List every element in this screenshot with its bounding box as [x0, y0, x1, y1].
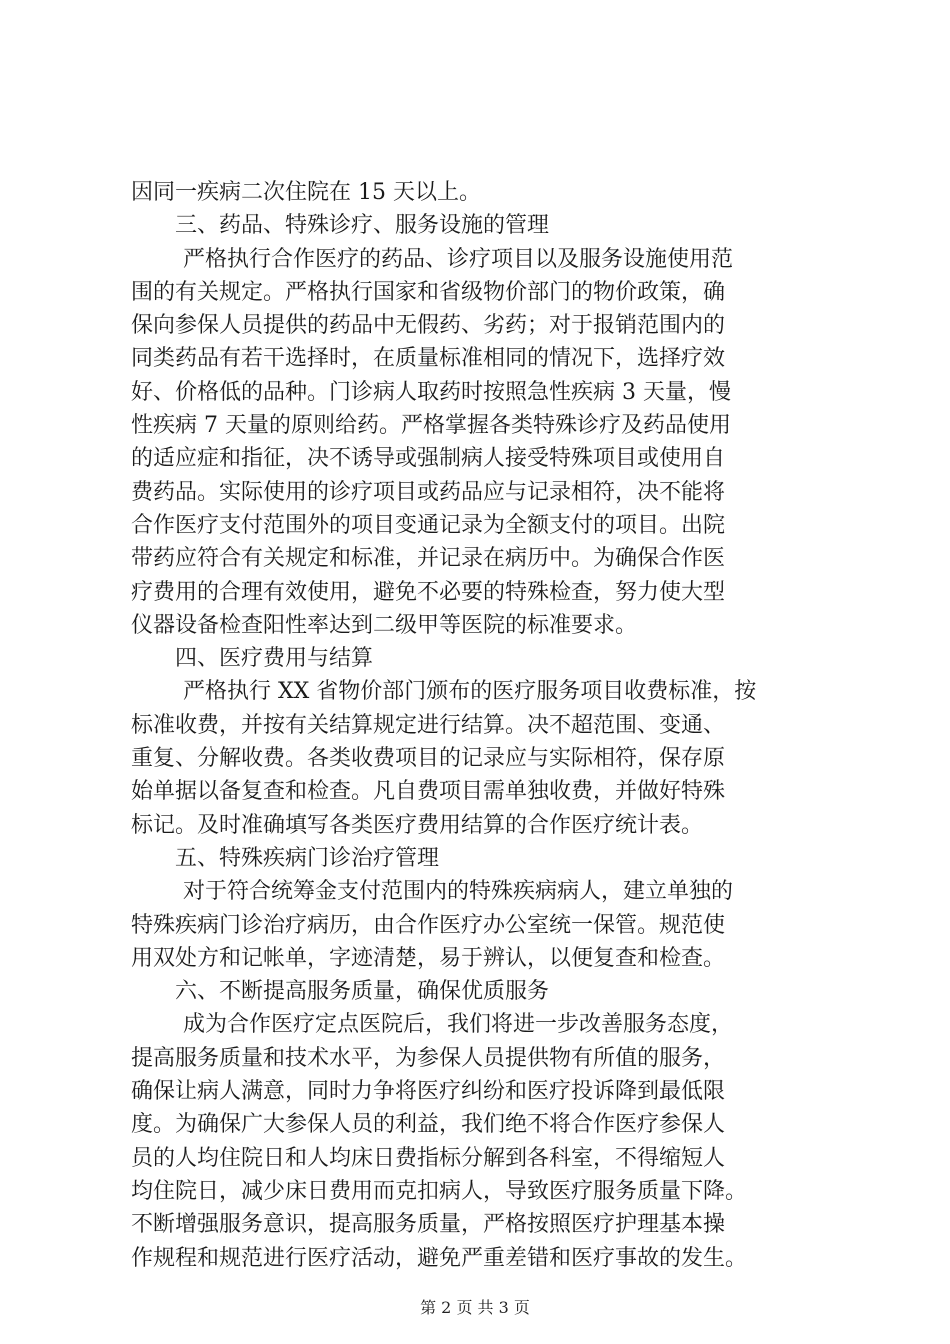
paragraph-line: 对于符合统筹金支付范围内的特殊疾病病人，建立单独的	[183, 879, 734, 905]
paragraph-line: 保向参保人员提供的药品中无假药、劣药；对于报销范围内的	[131, 313, 726, 339]
paragraph-line: 疗费用的合理有效使用，避免不必要的特殊检查，努力使大型	[131, 579, 726, 605]
paragraph-line: 特殊疾病门诊治疗病历，由合作医疗办公室统一保管。规范使	[131, 912, 726, 938]
paragraph-line: 成为合作医疗定点医院后，我们将进一步改善服务态度，	[183, 1012, 734, 1038]
paragraph-line: 标准收费，并按有关结算规定进行结算。决不超范围、变通、	[131, 712, 726, 738]
paragraph-line: 带药应符合有关规定和标准，并记录在病历中。为确保合作医	[131, 546, 726, 572]
paragraph-line: 标记。及时准确填写各类医疗费用结算的合作医疗统计表。	[131, 812, 704, 838]
paragraph-line: 仪器设备检查阳性率达到二级甲等医院的标准要求。	[131, 612, 638, 638]
paragraph-line: 严格执行合作医疗的药品、诊疗项目以及服务设施使用范	[183, 246, 734, 272]
paragraph-line: 不断增强服务意识，提高服务质量，严格按照医疗护理基本操	[131, 1212, 726, 1238]
section-heading-3: 三、药品、特殊诊疗、服务设施的管理	[175, 213, 550, 239]
paragraph-line: 好、价格低的品种。门诊病人取药时按照急性疾病 3 天量，慢	[131, 379, 731, 405]
paragraph-line: 提高服务质量和技术水平，为参保人员提供物有所值的服务，	[131, 1045, 726, 1071]
paragraph-line: 的适应症和指征，决不诱导或强制病人接受特殊项目或使用自	[131, 446, 726, 472]
paragraph-line: 重复、分解收费。各类收费项目的记录应与实际相符，保存原	[131, 746, 726, 772]
paragraph-line: 围的有关规定。严格执行国家和省级物价部门的物价政策，确	[131, 279, 726, 305]
paragraph-line: 合作医疗支付范围外的项目变通记录为全额支付的项目。出院	[131, 512, 726, 538]
paragraph-line: 用双处方和记帐单，字迹清楚，易于辨认，以便复查和检查。	[131, 945, 726, 971]
section-heading-6: 六、不断提高服务质量，确保优质服务	[175, 979, 550, 1005]
paragraph-line: 确保让病人满意，同时力争将医疗纠纷和医疗投诉降到最低限	[131, 1079, 726, 1105]
section-heading-5: 五、特殊疾病门诊治疗管理	[175, 845, 440, 871]
paragraph-line: 严格执行 XX 省物价部门颁布的医疗服务项目收费标准，按	[183, 679, 757, 705]
paragraph-line: 同类药品有若干选择时，在质量标准相同的情况下，选择疗效	[131, 346, 726, 372]
paragraph-line: 性疾病 7 天量的原则给药。严格掌握各类特殊诊疗及药品使用	[131, 413, 731, 439]
paragraph-line: 均住院日，减少床日费用而克扣病人，导致医疗服务质量下降。	[131, 1178, 748, 1204]
paragraph-line: 始单据以备复查和检查。凡自费项目需单独收费，并做好特殊	[131, 779, 726, 805]
page-number-footer: 第 2 页 共 3 页	[420, 1298, 530, 1317]
paragraph-line: 度。为确保广大参保人员的利益，我们绝不将合作医疗参保人	[131, 1112, 726, 1138]
paragraph-line: 员的人均住院日和人均床日费指标分解到各科室，不得缩短人	[131, 1145, 726, 1171]
paragraph-line: 费药品。实际使用的诊疗项目或药品应与记录相符，决不能将	[131, 479, 726, 505]
paragraph-line-continuation: 因同一疾病二次住院在 15 天以上。	[131, 180, 481, 205]
document-body	[131, 176, 831, 1275]
section-heading-4: 四、医疗费用与结算	[175, 646, 374, 672]
paragraph-line: 作规程和规范进行医疗活动，避免严重差错和医疗事故的发生。	[131, 1245, 748, 1271]
